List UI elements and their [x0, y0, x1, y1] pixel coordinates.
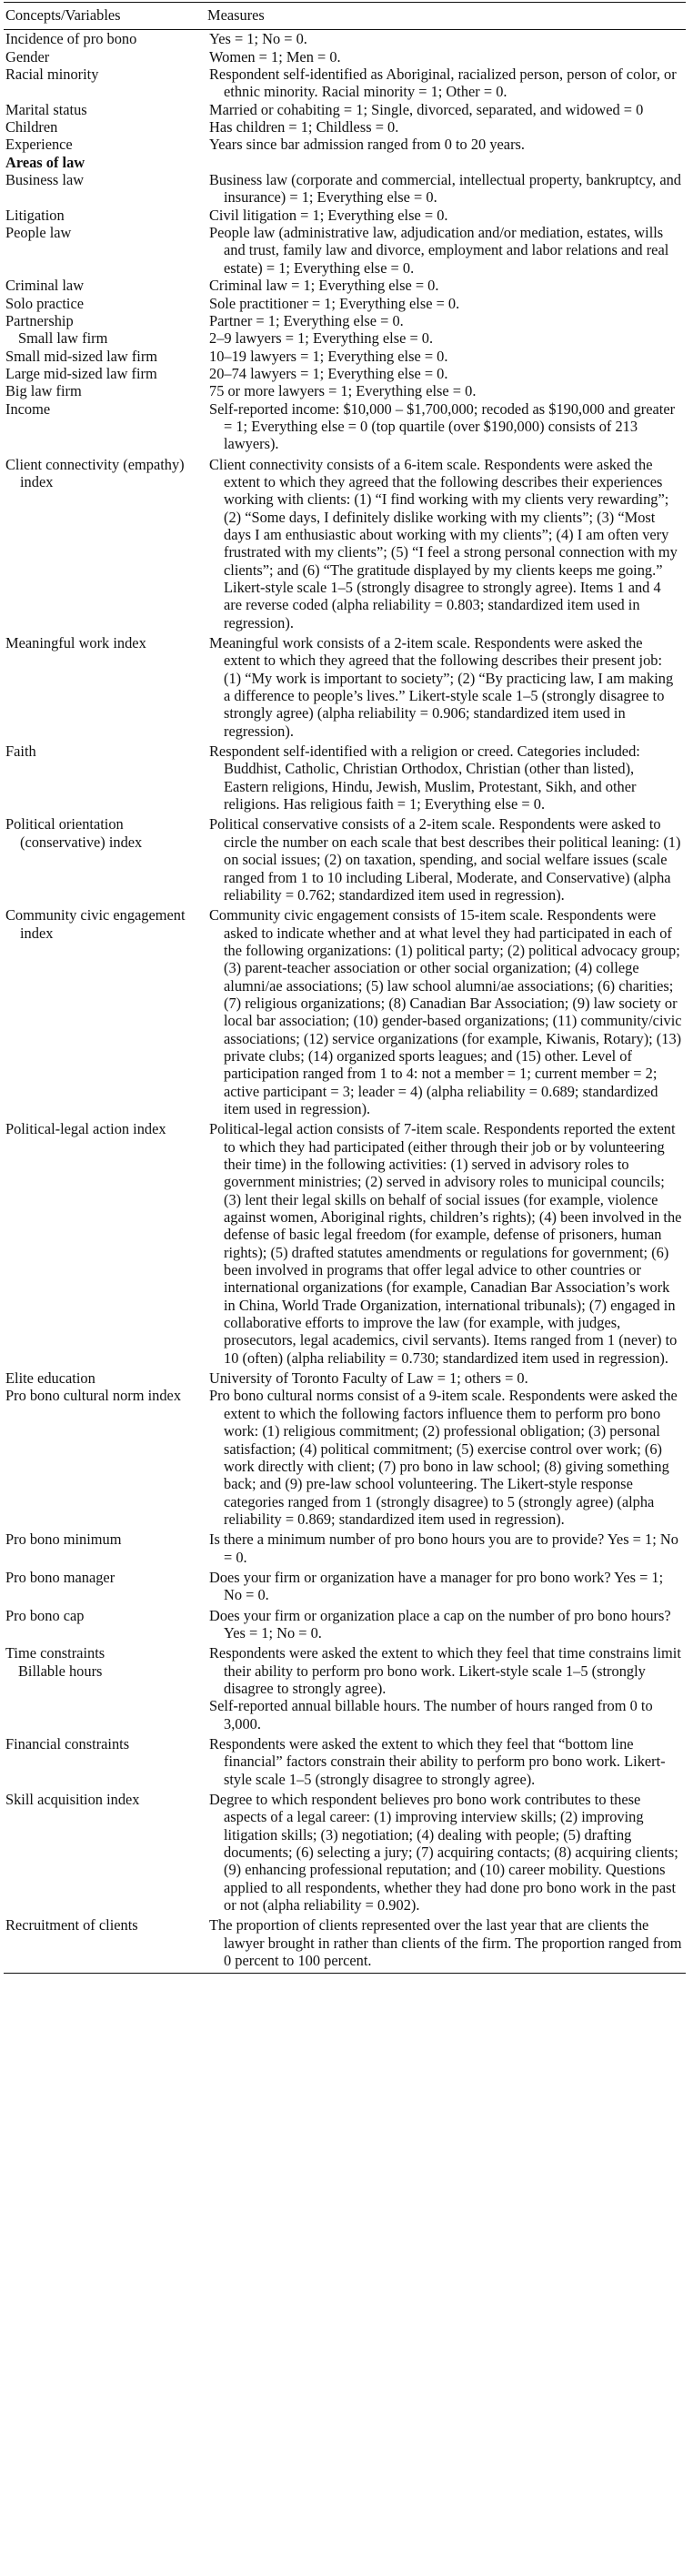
table-row: [4, 1604, 686, 1642]
measure-cell: Does your firm or organization have a manager for pro bono work? Yes = 1; No = 0.: [209, 1568, 664, 1604]
table-row: [4, 312, 686, 329]
concept-cell: Marital status: [5, 100, 87, 118]
table-header-row: [4, 3, 686, 30]
table-row: [4, 382, 686, 399]
table-row: [4, 1788, 686, 1914]
table-row: [4, 348, 686, 365]
concept-cell: Children: [5, 118, 58, 136]
table-row: [4, 66, 686, 101]
table-row: [4, 365, 686, 382]
concept-cell: Time constraints: [5, 1644, 105, 1662]
table-row: [4, 48, 686, 66]
measure-cell: Years since bar admission ranged from 0 to 20 years.: [209, 136, 526, 154]
measure-cell: 10–19 lawyers = 1; Everything else = 0.: [209, 347, 448, 365]
table-row: [4, 740, 686, 813]
concept-cell: Client connectivity (empathy) index: [5, 455, 185, 490]
concept-cell: Business law: [5, 171, 85, 189]
concept-cell: Political-legal action index: [5, 1120, 166, 1138]
concept-cell: Financial constraints: [5, 1735, 130, 1753]
table-row: [4, 224, 686, 277]
concept-cell: Solo practice: [5, 294, 85, 312]
concept-cell: Gender: [5, 47, 50, 66]
measure-cell: Community civic engagement consists of 15-item scale. Respondents were asked to indicate whether and at what level they had participated in each of the following organizations: (1) political party; (2) political advocacy group; (3) parent-teacher association or other social organization; (4) college alumni/ae associations; (5) law school alumni/ae associations; (6) charities; (7) religious organizations; (8) Canadian Bar Association; (9) law society or local bar association; (10) gender-based organizations; (11) community/civic associations; (12) service organizations (for example, Kiwanis, Rotary); (13) private clubs; (14) organized sports leagues; and (15) other. Level of participation ranged from 1 to 4: not a member = 1; current member = 2; active participant = 3; leader = 4) (alpha reliability = 0.689; standardized item used in regression).: [209, 906, 682, 1117]
measure-cell: Does your firm or organization place a cap on the number of pro bono hours? Yes = 1; No = 0.: [209, 1606, 671, 1642]
table-row: [4, 277, 686, 294]
concept-cell: Criminal law: [5, 277, 85, 295]
concept-cell: Faith: [5, 742, 36, 761]
table-row: [4, 1642, 686, 1732]
concept-cell: People law: [5, 224, 72, 242]
measure-cell: Respondent self-identified with a religion or creed. Categories included: Buddhist, Catholic, Christian Orthodox, Christian (other than listed), Eastern religions, Hindu, Jewish, Muslim, Protestant, Sikh, and other religions. Has religious faith = 1; Everything else = 0.: [209, 742, 640, 813]
measure-cell: Married or cohabiting = 1; Single, divorced, separated, and widowed = 0: [209, 100, 644, 118]
header-measures: Measures: [206, 3, 686, 30]
measure-cell: Is there a minimum number of pro bono hours you are to provide? Yes = 1; No = 0.: [209, 1530, 678, 1566]
measure-cell: Criminal law = 1; Everything else = 0.: [209, 277, 439, 295]
measure-cell: Self-reported income: $10,000 – $1,700,000; recoded as $190,000 and greater = 1; Everything else = 0 (top quartile (over $190,000) consists of 213 lawyers).: [209, 399, 676, 453]
concept-cell: Pro bono cultural norm index: [5, 1387, 182, 1405]
concept-cell: Recruitment of clients: [4, 1914, 206, 1974]
table-row: [4, 904, 686, 1117]
measure-cell: Respondents were asked the extent to which they feel that “bottom line financial” factors constrain their ability to perform pro bono work. Likert-style scale 1–5 (strongly disagree to strongly agree).: [209, 1735, 666, 1788]
section-heading: Areas of law: [5, 153, 85, 171]
table-row: [4, 1117, 686, 1367]
measure-cell: Respondents were asked the extent to which they feel that time constrains limit their ability to perform pro bono work. Likert-style scale 1–5 (strongly disagree to strongly agree).: [209, 1644, 681, 1697]
measure-cell: Yes = 1; No = 0.: [209, 30, 307, 48]
table-row: [4, 1387, 686, 1528]
table-row: [4, 813, 686, 904]
table-row: [4, 1732, 686, 1788]
table-row: [4, 295, 686, 312]
measure-cell: Political conservative consists of a 2-item scale. Respondents were asked to circle the number on each scale that best describes their political leaning: (1) on social issues; (2) on taxation, spending, and social welfare issues (scale ranged from 1 to 10 including Liberal, Moderate, and Conservative) (alpha reliability = 0.762; standardized item used in regression).: [209, 815, 681, 904]
concept-cell: Income: [5, 399, 51, 418]
concept-cell: Elite education: [5, 1369, 95, 1388]
table-row: [4, 453, 686, 631]
concept-cell: Litigation: [5, 206, 65, 224]
header-concepts: Concepts/Variables: [4, 3, 206, 30]
table-row: [4, 136, 686, 153]
table-row: [4, 400, 686, 453]
concept-cell: Small mid-sized law firm: [5, 347, 158, 365]
measure-cell: Civil litigation = 1; Everything else = 0.: [209, 206, 448, 224]
concept-cell: Skill acquisition index: [5, 1791, 140, 1809]
concept-cell: Political orientation (conservative) index: [5, 815, 143, 851]
measure-cell: Respondent self-identified as Aboriginal, racialized person, person of color, or ethnic minority. Racial minority = 1; Other = 0.: [209, 66, 677, 101]
measure-cell: 2–9 lawyers = 1; Everything else = 0.: [209, 329, 434, 348]
measure-cell: Sole practitioner = 1; Everything else = 0.: [209, 294, 460, 312]
table-row: [4, 1528, 686, 1566]
concept-cell-sub: Billable hours: [18, 1662, 103, 1680]
measure-cell: Partner = 1; Everything else = 0.: [209, 311, 404, 329]
concept-cell: Community civic engagement index: [5, 906, 186, 942]
table-row: [4, 118, 686, 136]
measure-cell: Client connectivity consists of a 6-item scale. Respondents were asked the extent to which they agreed that the following describes their experiences working with clients: (1) “I find working with my clients very rewarding”; (2) “Some days, I definitely dislike working with my clients”; (3) “Most days I am enthusiastic about working with my clients”; (4) I am often very frustrated with my clients”; (5) “I feel a strong personal connection with my clients”; and (6) “The gratitude displayed by my clients keeps me going.” Likert-style scale 1–5 (strongly disagree to strongly agree). Items 1 and 4 are reverse coded (alpha reliability = 0.803; standardized item used in regression).: [209, 455, 678, 631]
table-row: [4, 1367, 686, 1387]
table-row: [4, 631, 686, 740]
concept-cell: Small law firm: [18, 329, 108, 348]
table-row: [4, 329, 686, 347]
concept-cell: Large mid-sized law firm: [5, 364, 157, 382]
measure-cell: Women = 1; Men = 0.: [209, 47, 341, 66]
concept-cell: Meaningful work index: [5, 634, 146, 652]
concept-cell: Partnership: [5, 311, 74, 329]
concept-cell: Racial minority: [5, 66, 99, 84]
variables-table-container: [4, 2, 686, 1974]
measure-cell: People law (administrative law, adjudication and/or mediation, estates, wills and trust, family law and divorce, employment and labor relations and real estate) = 1; Everything else = 0.: [209, 224, 669, 277]
measure-cell: Pro bono cultural norms consist of a 9-item scale. Respondents were asked the extent to which the following factors influence them to perform pro bono work: (1) religious commitment; (2) professional obligation; (3) personal satisfaction; (4) political commitment; (5) exercise control over work; (6) work directly with client; (7) pro bono in law school; (8) giving something back; and (9) pre-law school volunteering. The Likert-style response categories ranged from 1 (strongly disagree) to 5 (strongly agree) (alpha reliability = 0.869; standardized item used in regression).: [209, 1387, 678, 1528]
measure-cell: The proportion of clients represented over the last year that are clients the lawyer brought in rather than clients of the firm. The proportion ranged from 0 percent to 100 percent.: [209, 1916, 682, 1970]
table-row: [4, 1566, 686, 1604]
table-row: [4, 30, 686, 48]
concept-cell: Pro bono cap: [5, 1606, 85, 1624]
measure-cell: 75 or more lawyers = 1; Everything else = 0.: [209, 382, 477, 400]
table-row: [4, 101, 686, 118]
measure-cell: Has children = 1; Childless = 0.: [209, 118, 399, 136]
section-row: [4, 154, 686, 171]
concept-cell: Pro bono manager: [5, 1568, 116, 1586]
measure-cell-sub: Self-reported annual billable hours. The number of hours ranged from 0 to 3,000.: [209, 1697, 653, 1732]
table-row: [4, 1914, 686, 1974]
concept-cell: Big law firm: [5, 382, 82, 400]
measure-cell: University of Toronto Faculty of Law = 1; others = 0.: [209, 1369, 528, 1388]
variables-table: [4, 2, 686, 1974]
concept-cell: Pro bono minimum: [5, 1530, 122, 1549]
measure-cell: Political-legal action consists of 7-item scale. Respondents reported the extent to which they had participated (either through their job or by volunteering their time) in the following activities: (1) served in advisory roles to government ministries; (2) served in advisory roles to municipal councils; (3) lent their legal skills on behalf of social issues (for example, violence against women, Aboriginal rights, children’s rights); (4) been involved in the defense of basic legal freedom (for example, defense of prisoners, human rights); (5) drafted statutes amendments or regulations for government; (6) been involved in programs that offer legal advice to other countries or international organizations (for example, Canadian Bar Association’s work in China, World Trade Organization, international tribunals); (7) engaged in collaborative efforts to improve the law (for example, with judges, prosecutors, legal academics, civil servants). Items ranged from 1 (never) to 10 (often) (alpha reliability = 0.730; standardized item used in regression).: [209, 1120, 682, 1367]
table-row: [4, 207, 686, 224]
measure-cell: Meaningful work consists of a 2-item scale. Respondents were asked the extent to which they agreed that the following describes their present job: (1) “My work is important to society”; (2) “By practicing law, I am making a difference to people’s lives.” Likert-style scale 1–5 (strongly disagree to strongly agree) (alpha reliability = 0.906; standardized item used in regression).: [209, 634, 674, 740]
measure-cell: Business law (corporate and commercial, intellectual property, bankruptcy, and insurance) = 1; Everything else = 0.: [209, 171, 682, 207]
measure-cell: 20–74 lawyers = 1; Everything else = 0.: [209, 364, 448, 382]
measure-cell: Degree to which respondent believes pro bono work contributes to these aspects of a legal career: (1) improving interview skills; (2) improving litigation skills; (3) negotiation; (4) dealing with people; (5) drafting documents; (6) selecting a jury; (7) acquiring contacts; (8) acquiring clients; (9) enhancing professional reputation; and (10) career mobility. Questions applied to all respondents, whether they had done pro bono work in the past or not (alpha reliability = 0.902).: [209, 1791, 678, 1914]
table-row: [4, 171, 686, 207]
concept-cell: Incidence of pro bono: [5, 30, 137, 48]
concept-cell: Experience: [5, 136, 73, 154]
